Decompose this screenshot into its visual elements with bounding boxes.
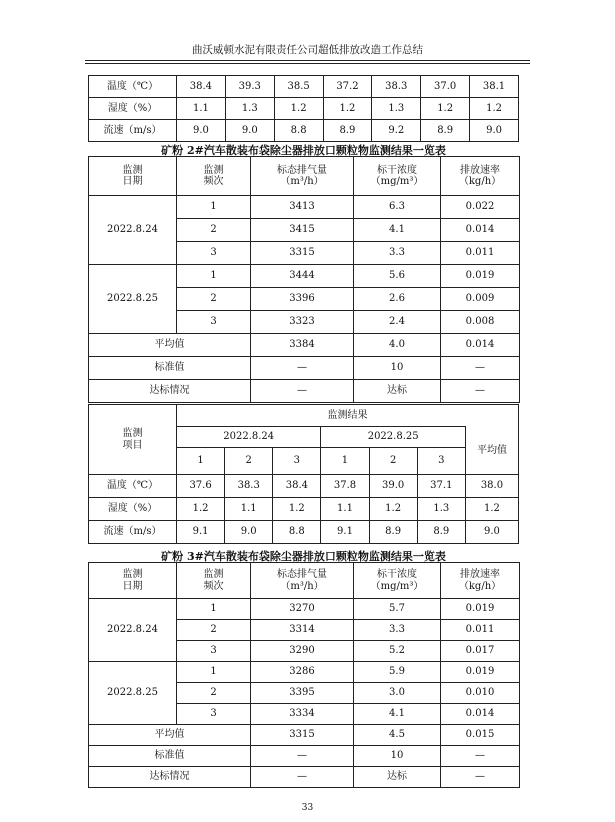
header-date: 监测 日期 [89,157,177,196]
table-caption: 矿粉 2#汽车散装布袋除尘器排放口颗粒物监测结果一览表 [161,144,446,157]
header-conc: 标干浓度 （mg/m³） [354,157,441,196]
header-flow: 标态排气量 （m³/h） [251,157,354,196]
cell: 1.1 [177,98,226,120]
table-row: 温度（℃） 37.6 38.3 38.4 37.8 39.0 37.1 38.0 [89,475,519,498]
cell: 38.3 [372,76,421,98]
results-table-3 [88,562,520,788]
top-param-table [88,75,519,142]
row-label: 湿度（%） [89,498,177,521]
table-row: 2022.8.25 1 3444 5.6 0.019 [89,265,520,288]
table-row: 2022.8.24 1 3270 5.7 0.019 [89,599,520,620]
cell: 1.2 [470,98,519,120]
compliance-row: 达标情况 — 达标 — [89,380,520,403]
cell: 1.2 [421,98,470,120]
header-flow: 标态排气量 （m³/h） [251,563,354,599]
table-row: 2 3396 2.6 0.009 [89,288,520,311]
table-row: 3 3334 4.1 0.014 [89,704,520,725]
date-header: 2022.8.25 [321,427,465,448]
cell: 1.3 [225,98,274,120]
table-header-row [89,157,520,196]
cell: 8.9 [323,120,372,142]
table-row: 3 3323 2.4 0.008 [89,311,520,334]
header-date: 监测 日期 [89,563,177,599]
row-label: 温度（℃） [89,475,177,498]
param-table [88,404,519,544]
avg-header: 平均值 [465,427,518,475]
date-cell: 2022.8.24 [89,196,177,265]
std-row: 标准值 — 10 — [89,357,520,380]
cell: 1.2 [323,98,372,120]
cell: 38.1 [470,76,519,98]
row-label: 流速（m/s） [89,521,177,544]
header-freq: 监测 频次 [177,563,251,599]
cell: 8.8 [274,120,323,142]
table-header-row [89,405,519,427]
header-freq: 监测 频次 [177,157,251,196]
results-table-2 [88,156,520,403]
table-row [89,120,519,142]
avg-row: 平均值 3384 4.0 0.014 [89,334,520,357]
compliance-row: 达标情况 — 达标 — [89,767,520,788]
table-row: 2 3415 4.1 0.014 [89,219,520,242]
cell: 1.3 [372,98,421,120]
cell: 8.9 [421,120,470,142]
row-label: 温度（℃） [89,76,177,98]
table-row: 2022.8.24 1 3413 6.3 0.022 [89,196,520,219]
table-header-row [89,563,520,599]
cell: 38.5 [274,76,323,98]
table-caption: 矿粉 3#汽车散装布袋除尘器排放口颗粒物监测结果一览表 [161,550,446,563]
cell: 9.0 [177,120,226,142]
cell: 9.2 [372,120,421,142]
row-label: 流速（m/s） [89,120,177,142]
cell: 37.2 [323,76,372,98]
table-row: 3 3290 5.2 0.017 [89,641,520,662]
avg-row: 平均值 3315 4.5 0.015 [89,725,520,746]
table-header-row: 1 2 3 1 2 3 [89,448,519,475]
table-row: 流速（m/s） 9.1 9.0 8.8 9.1 8.9 8.9 9.0 [89,521,519,544]
cell: 1.2 [274,98,323,120]
cell: 38.4 [177,76,226,98]
result-header: 监测结果 [177,405,519,427]
table-row: 2022.8.25 1 3286 5.9 0.019 [89,662,520,683]
table-row [89,76,519,98]
cell: 39.3 [225,76,274,98]
header-rule [85,60,530,64]
std-row: 标准值 — 10 — [89,746,520,767]
header-rate: 排放速率 （kg/h） [441,563,520,599]
page-header-title: 曲沃威顿水泥有限责任公司超低排放改造工作总结 [192,44,423,56]
date-cell: 2022.8.25 [89,265,177,334]
row-label: 湿度（%） [89,98,177,120]
item-header: 监测 项目 [89,405,177,475]
table-row [89,98,519,120]
page-number: 33 [301,803,314,813]
table-row: 湿度（%） 1.2 1.1 1.2 1.1 1.2 1.3 1.2 [89,498,519,521]
date-cell: 2022.8.25 [89,662,177,725]
table-row: 3 3315 3.3 0.011 [89,242,520,265]
date-header: 2022.8.24 [177,427,321,448]
table-row: 2 3395 3.0 0.010 [89,683,520,704]
table-row: 2 3314 3.3 0.011 [89,620,520,641]
date-cell: 2022.8.24 [89,599,177,662]
cell: 9.0 [470,120,519,142]
cell: 9.0 [225,120,274,142]
header-conc: 标干浓度 （mg/m³） [354,563,441,599]
cell: 37.0 [421,76,470,98]
header-rate: 排放速率 （kg/h） [441,157,520,196]
